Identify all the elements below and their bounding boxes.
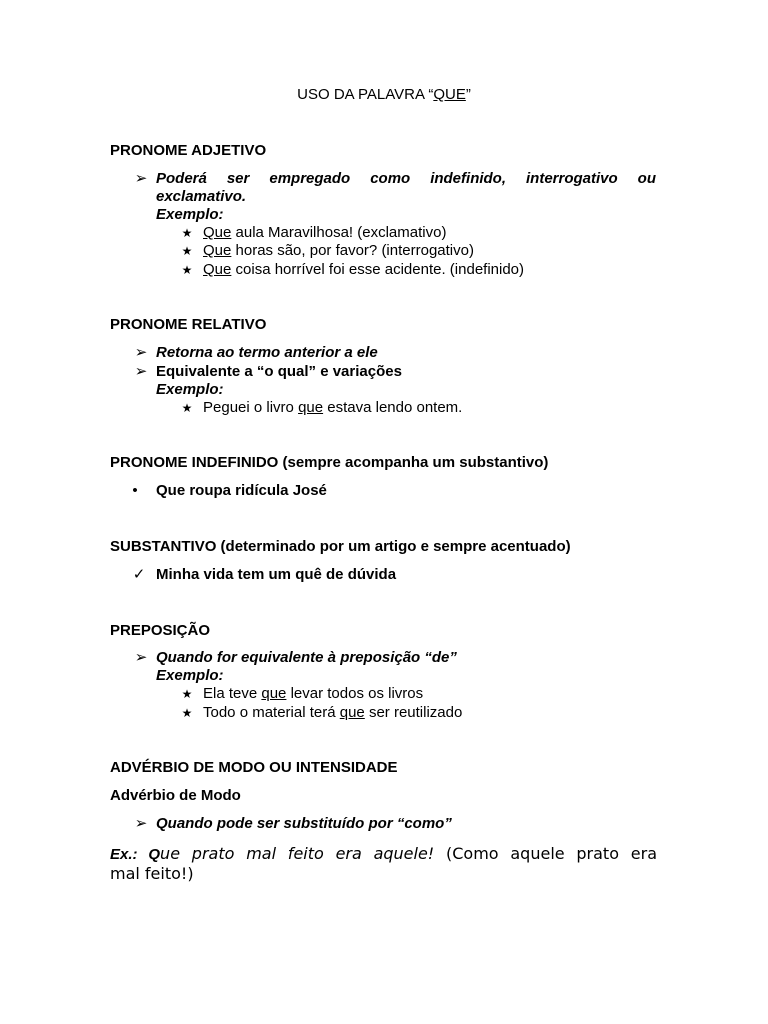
bullet-text: Quando pode ser substituído por “como” <box>156 815 452 832</box>
page-title: USO DA PALAVRA “QUE” <box>297 86 471 103</box>
section-heading-pronome-relativo: PRONOME RELATIVO <box>110 316 267 333</box>
bullet-text: Retorna ao termo anterior a ele <box>156 344 378 361</box>
star-bullet-icon: ★ <box>181 687 193 701</box>
arrow-bullet-icon: ➢ <box>134 170 148 187</box>
bullet-text: Minha vida tem um quê de dúvida <box>156 566 397 583</box>
bullet-text: Equivalente a “o qual” e variações <box>156 363 402 380</box>
bullet-text-continued: exclamativo. <box>156 188 247 205</box>
exemplo-label: Exemplo: <box>156 381 224 398</box>
example-line: Que horas são, por favor? (interrogativo) <box>203 242 474 259</box>
exemplo-label: Exemplo: <box>156 667 224 684</box>
arrow-bullet-icon: ➢ <box>134 363 148 380</box>
section-heading-pronome-indefinido: PRONOME INDEFINIDO (sempre acompanha um substantivo) <box>110 454 549 471</box>
subheading-adverbio-de-modo: Advérbio de Modo <box>110 787 241 804</box>
example-line: Ela teve que levar todos os livros <box>203 685 424 702</box>
section-heading-adverbio: ADVÉRBIO DE MODO OU INTENSIDADE <box>110 759 398 776</box>
bullet-text: Poderá ser empregado como indefinido, interrogativo ou <box>156 170 656 187</box>
check-bullet-icon: ✓ <box>132 566 146 583</box>
arrow-bullet-icon: ➢ <box>134 649 148 666</box>
arrow-bullet-icon: ➢ <box>134 344 148 361</box>
star-bullet-icon: ★ <box>181 263 193 277</box>
example-sentence: Ex.: Que prato mal feito era aquele! (Como aquele prato era <box>110 844 657 863</box>
round-bullet-icon: • <box>132 482 138 499</box>
star-bullet-icon: ★ <box>181 706 193 720</box>
example-line: Que coisa horrível foi esse acidente. (indefinido) <box>203 261 525 278</box>
section-heading-substantivo: SUBSTANTIVO (determinado por um artigo e sempre acentuado) <box>110 538 571 555</box>
exemplo-label: Exemplo: <box>156 206 224 223</box>
arrow-bullet-icon: ➢ <box>134 815 148 832</box>
example-sentence-continued: mal feito!) <box>110 864 194 883</box>
section-heading-pronome-adjetivo: PRONOME ADJETIVO <box>110 142 267 159</box>
example-line: Que aula Maravilhosa! (exclamativo) <box>203 224 447 241</box>
star-bullet-icon: ★ <box>181 244 193 258</box>
star-bullet-icon: ★ <box>181 226 193 240</box>
example-line: Todo o material terá que ser reutilizado <box>203 704 463 721</box>
section-heading-preposicao: PREPOSIÇÃO <box>110 622 211 639</box>
star-bullet-icon: ★ <box>181 401 193 415</box>
bullet-text: Quando for equivalente à preposição “de” <box>156 649 457 666</box>
bullet-text: Que roupa ridícula José <box>156 482 327 499</box>
example-line: Peguei o livro que estava lendo ontem. <box>203 399 463 416</box>
